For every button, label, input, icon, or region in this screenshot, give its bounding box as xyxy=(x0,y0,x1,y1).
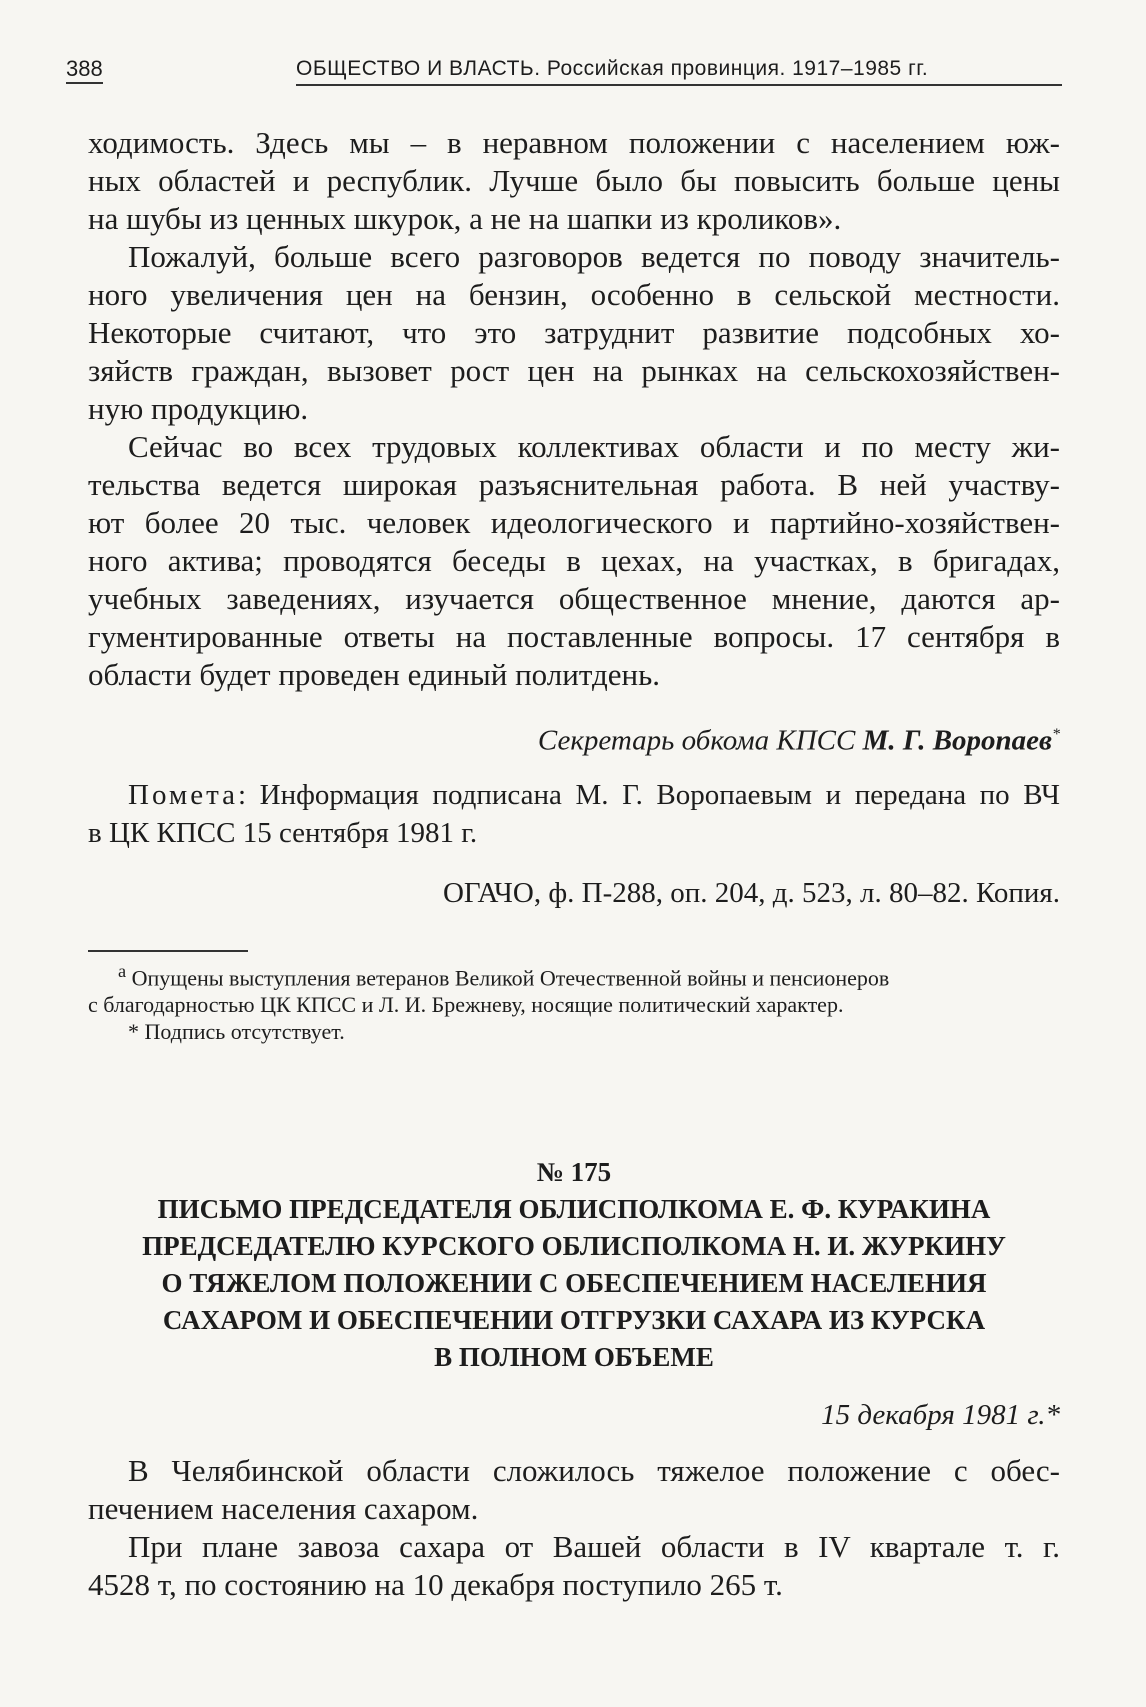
text-line: печением населения сахаром. xyxy=(88,1491,479,1526)
note xyxy=(88,776,1060,852)
running-title: ОБЩЕСТВО И ВЛАСТЬ. Российская провинция. 1917–1985 гг. xyxy=(296,57,929,80)
text-line: ных областей и республик. Лучше было бы повысить больше цены xyxy=(88,163,1060,198)
text-line: учебных заведениях, изучается общественное мнение, даются ар- xyxy=(88,581,1060,616)
title-line: В ПОЛНОМ ОБЪЕМЕ xyxy=(434,1342,714,1372)
title-line: ПРЕДСЕДАТЕЛЮ КУРСКОГО ОБЛИСПОЛКОМА Н. И. ЖУРКИНУ xyxy=(142,1231,1006,1261)
text-line: Сейчас во всех трудовых коллективах области и по месту жи- xyxy=(128,429,1060,464)
note-line: в ЦК КПСС 15 сентября 1981 г. xyxy=(88,817,478,849)
footnote-text: Подпись отсутствует. xyxy=(144,1019,345,1045)
text-line: ного актива; проводятся беседы в цехах, на участках, в бригадах, xyxy=(88,543,1060,578)
document-175-body xyxy=(88,1452,1060,1604)
signature xyxy=(88,716,1060,760)
signature-role: Секретарь обкома КПСС xyxy=(537,724,856,757)
text-line: ют более 20 тыс. человек идеологического и партийно-хозяйствен- xyxy=(88,505,1060,540)
document-175-heading xyxy=(88,1154,1060,1376)
note-line xyxy=(88,776,1060,814)
document-174-body xyxy=(88,124,1060,694)
text-line: Пожалуй, больше всего разговоров ведется по поводу значитель- xyxy=(128,239,1060,274)
signature-mark: * xyxy=(1052,726,1060,743)
document-date: 15 декабря 1981 г.* xyxy=(821,1399,1060,1431)
footnote xyxy=(88,1018,1060,1045)
text-line: В Челябинской области сложилось тяжелое положение с обес- xyxy=(128,1453,1060,1488)
title-line: САХАРОМ И ОБЕСПЕЧЕНИИ ОТГРУЗКИ САХАРА ИЗ КУРСКА xyxy=(162,1305,986,1335)
text-line: ную продукцию. xyxy=(88,391,309,426)
footnote-mark: * xyxy=(128,1019,139,1045)
note-label: Помета xyxy=(128,779,239,811)
text-line: зяйств граждан, вызовет рост цен на рынках на сельскохозяйствен- xyxy=(88,353,1060,388)
text-line: Некоторые считают, что это затруднит развитие подсобных хо- xyxy=(88,315,1060,350)
footnote-mark: а xyxy=(118,961,127,981)
note-text: : Информация подписана М. Г. Воропаевым и передана по ВЧ xyxy=(238,779,1060,811)
text-line: гументированные ответы на поставленные вопросы. 17 сентября в xyxy=(88,619,1060,654)
text-line: области будет проведен единый политдень. xyxy=(88,657,660,692)
signature-name: М. Г. Воропаев xyxy=(862,724,1052,757)
text-line: тельства ведется широкая разъяснительная работа. В ней участву- xyxy=(88,467,1060,502)
title-line: О ТЯЖЕЛОМ ПОЛОЖЕНИИ С ОБЕСПЕЧЕНИЕМ НАСЕЛЕНИЯ xyxy=(161,1268,987,1298)
text-line: 4528 т, по состоянию на 10 декабря поступило 265 т. xyxy=(88,1567,783,1602)
text-line: ного увеличения цен на бензин, особенно в сельской местности. xyxy=(88,277,1060,312)
footnotes xyxy=(88,958,1060,1045)
text-line: При плане завоза сахара от Вашей области в IV квартале т. г. xyxy=(128,1529,1060,1564)
archive-reference: ОГАЧО, ф. П-288, оп. 204, д. 523, л. 80–82. Копия. xyxy=(442,877,1060,909)
document-number: № 175 xyxy=(536,1157,612,1187)
footnote-text: с благодарностью ЦК КПСС и Л. И. Брежневу, носящие политический характер. xyxy=(88,992,844,1018)
footnote-text: Опущены выступления ветеранов Великой Отечественной войны и пенсионеров xyxy=(131,965,890,991)
page-number: 388 xyxy=(66,56,103,84)
text-line: ходимость. Здесь мы – в неравном положении с населением юж- xyxy=(88,125,1060,160)
text-line: на шубы из ценных шкурок, а не на шапки из кроликов». xyxy=(88,201,842,236)
header-rule xyxy=(296,84,1062,86)
title-line: ПИСЬМО ПРЕДСЕДАТЕЛЯ ОБЛИСПОЛКОМА Е. Ф. КУРАКИНА xyxy=(157,1194,991,1224)
running-header xyxy=(66,52,1062,88)
footnote-rule xyxy=(88,950,248,952)
footnote xyxy=(88,958,1060,991)
